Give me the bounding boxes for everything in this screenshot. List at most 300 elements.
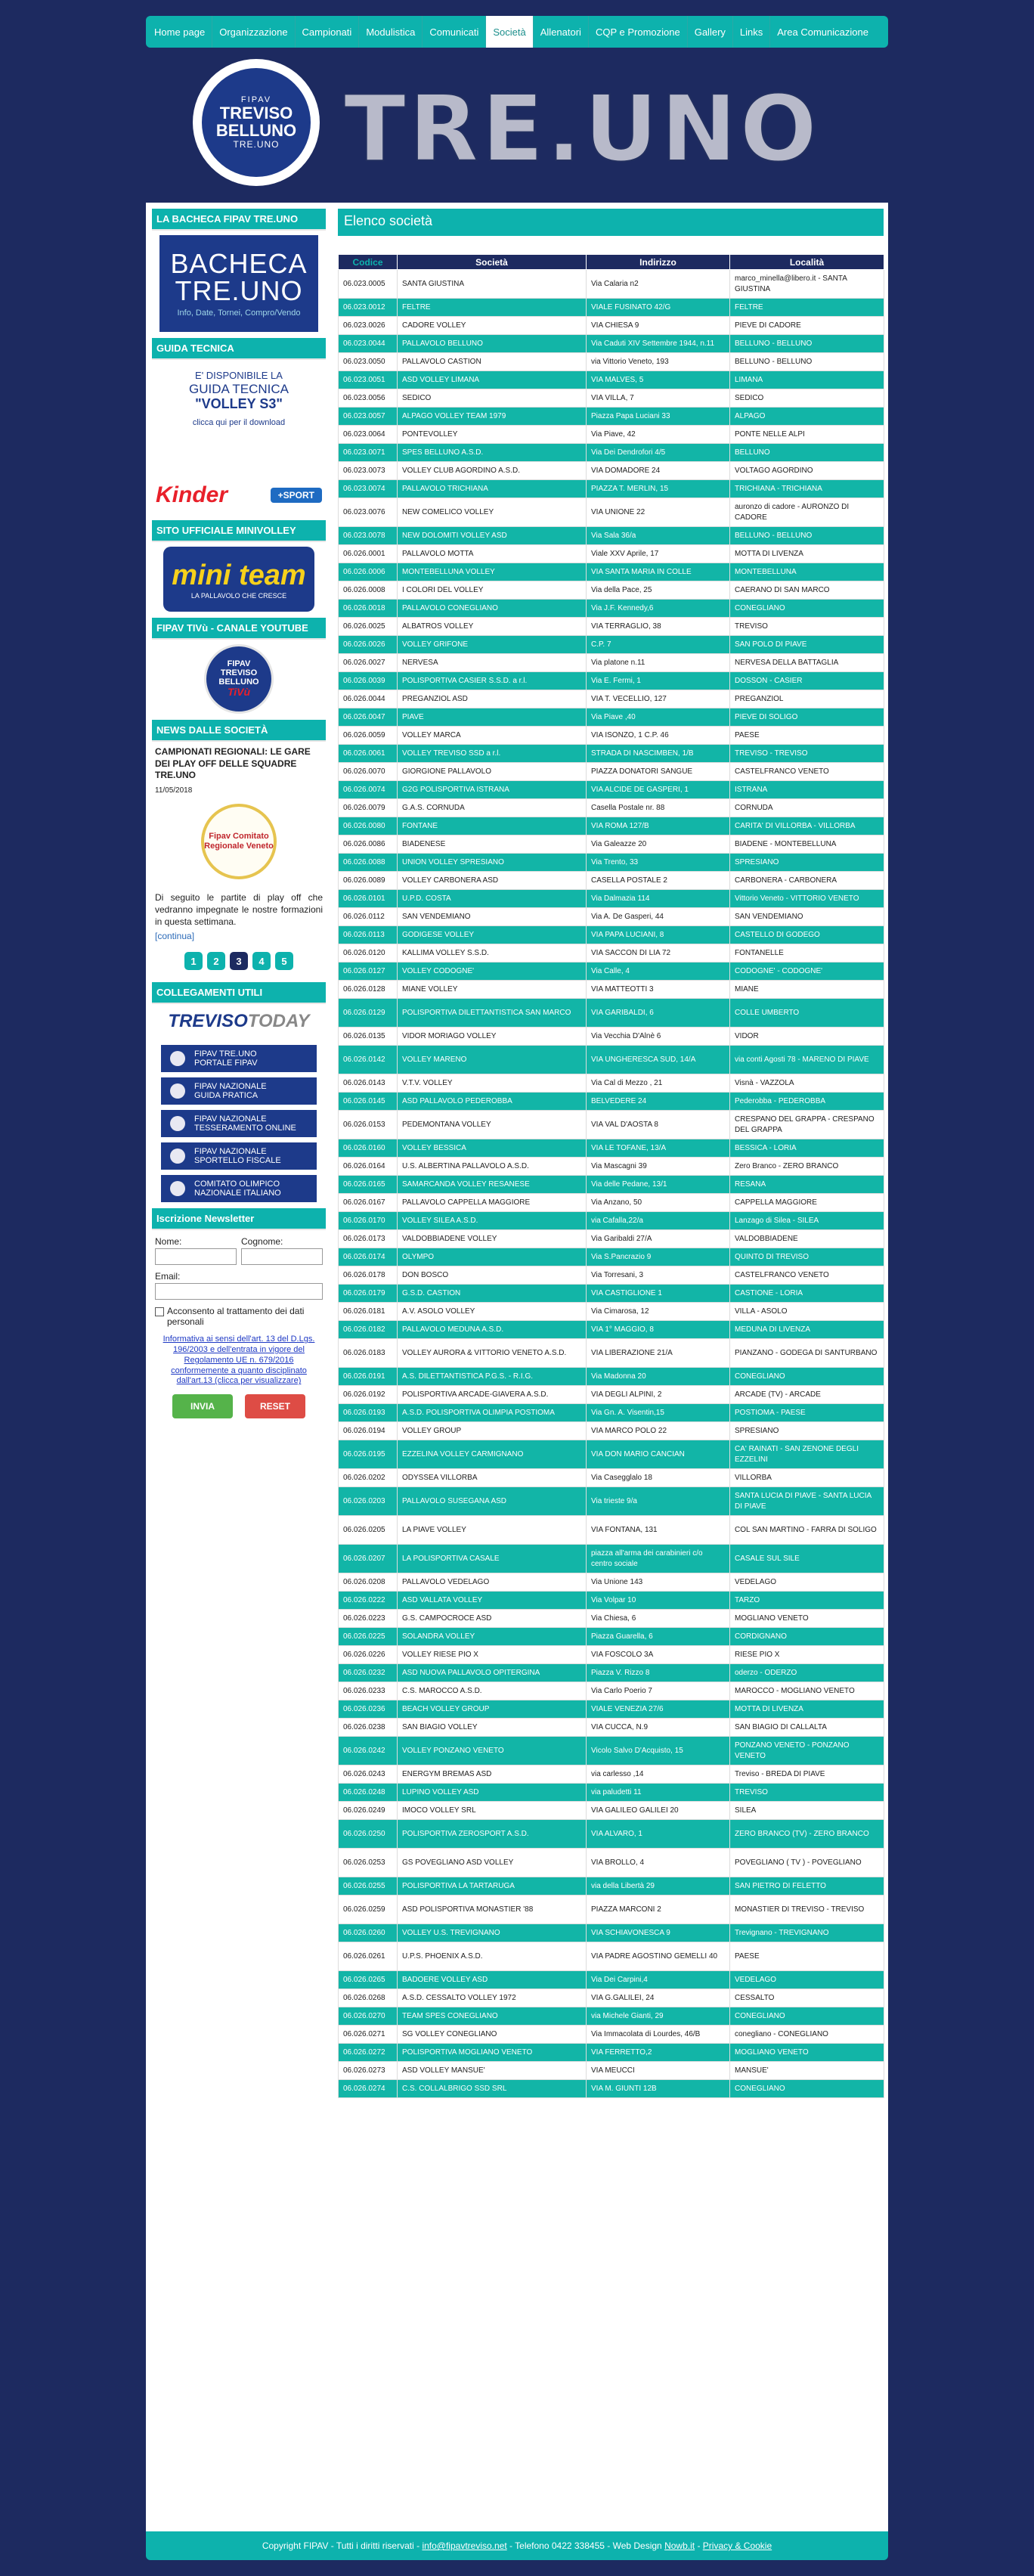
guida-banner[interactable] [156,364,322,470]
table-row [339,1516,884,1545]
cell-society: PALLAVOLO MEDUNA A.S.D. [398,1321,587,1339]
nav-item[interactable]: Organizzazione [212,16,295,48]
table-row [339,371,884,389]
cell-locality: MOGLIANO VENETO [730,2044,884,2062]
news-title[interactable]: CAMPIONATI REGIONALI: LE GARE DEI PLAY OFF DELLE SQUADRE TRE.UNO [155,746,311,781]
cell-locality: VILLORBA [730,1469,884,1487]
cell-address: Via Chiesa, 6 [587,1610,730,1628]
table-row [339,426,884,444]
table-row [339,1046,884,1074]
cell-address: Via Trento, 33 [587,854,730,872]
cell-society: C.S. MAROCCO A.S.D. [398,1682,587,1700]
cell-code: 06.023.0012 [339,299,398,317]
cell-locality: DOSSON - CASIER [730,672,884,690]
newsletter-heading: Iscrizione Newsletter [152,1208,326,1230]
cell-locality: CORNUDA [730,799,884,817]
tv-line2: TREVISO [220,668,258,678]
table-row [339,1339,884,1368]
cell-code: 06.026.0129 [339,999,398,1028]
cell-society: SOLANDRA VOLLEY [398,1628,587,1646]
cell-address: VIA MALVES, 5 [587,371,730,389]
table-row [339,335,884,353]
table-row [339,581,884,600]
table-row [339,1266,884,1285]
table-row [339,1737,884,1765]
submit-button[interactable]: INVIA [172,1394,233,1418]
table-row [339,1368,884,1386]
cell-address: Via Dei Dendrofori 4/5 [587,444,730,462]
cell-society: A.S.D. CESSALTO VOLLEY 1972 [398,1989,587,2007]
table-row [339,1924,884,1942]
nav-item[interactable]: Comunicati [423,16,486,48]
cell-society: BIADENESE [398,835,587,854]
cell-society: POLISPORTIVA ARCADE-GIAVERA A.S.D. [398,1386,587,1404]
cell-code: 06.026.0145 [339,1093,398,1111]
cell-society: ASD NUOVA PALLAVOLO OPITERGINA [398,1664,587,1682]
cell-address: Via Gn. A. Visentin,15 [587,1404,730,1422]
cell-society: VOLLEY RIESE PIO X [398,1646,587,1664]
cell-code: 06.026.0205 [339,1516,398,1545]
nav-item[interactable]: Home page [147,16,212,48]
table-row [339,1422,884,1440]
cell-code: 06.026.0178 [339,1266,398,1285]
cell-locality: CONEGLIANO [730,600,884,618]
cell-address: Via Vecchia D'Alnè 6 [587,1028,730,1046]
cell-code: 06.026.0203 [339,1487,398,1516]
societies-table [338,254,884,2098]
cell-address: VIA M. GIUNTI 12B [587,2080,730,2098]
kinder-sport-banner[interactable] [156,476,322,514]
tt-line1: TREVISO [168,1011,248,1032]
cell-society: SAN BIAGIO VOLLEY [398,1719,587,1737]
cell-society: ASD POLISPORTIVA MONASTIER '88 [398,1896,587,1924]
table-row [339,1820,884,1849]
useful-link-button[interactable]: FIPAV NAZIONALE GUIDA PRATICA [161,1077,317,1105]
cell-locality: COL SAN MARTINO - FARRA DI SOLIGO [730,1516,884,1545]
cell-locality: ALPAGO [730,408,884,426]
table-row [339,2062,884,2080]
cell-locality: Vittorio Veneto - VITTORIO VENETO [730,890,884,908]
cell-address: VIA MEUCCI [587,2062,730,2080]
cell-society: PALLAVOLO TRICHIANA [398,480,587,498]
page-button[interactable]: 1 [184,952,203,970]
table-row [339,1700,884,1719]
logo-line4: TRE.UNO [233,138,280,150]
cell-society: I COLORI DEL VOLLEY [398,581,587,600]
tv-line4: TiVù [227,686,251,699]
cell-code: 06.026.0174 [339,1248,398,1266]
nav-item[interactable]: Area Comunicazione [777,26,868,38]
footer-design-link[interactable]: Nowb.it [664,2540,695,2551]
cell-locality: CASALE SUL SILE [730,1545,884,1573]
cell-address: Via Carlo Poerio 7 [587,1682,730,1700]
table-row [339,1404,884,1422]
table-row [339,781,884,799]
table-row [339,636,884,654]
cell-code: 06.026.0044 [339,690,398,708]
cell-society: POLISPORTIVA ZEROSPORT A.S.D. [398,1820,587,1849]
cell-address: VIA SACCON DI LIA 72 [587,944,730,963]
table-row [339,1942,884,1971]
column-header: Società [398,255,587,270]
page-button[interactable]: 3 [230,952,248,970]
cell-code: 06.026.0112 [339,908,398,926]
cell-code: 06.026.0270 [339,2007,398,2026]
table-row [339,1784,884,1802]
cell-code: 06.026.0182 [339,1321,398,1339]
cell-code: 06.026.0120 [339,944,398,963]
useful-link-button[interactable]: FIPAV TRE.UNO PORTALE FIPAV [161,1045,317,1072]
cell-address: VIA MARCO POLO 22 [587,1422,730,1440]
table-row [339,2080,884,2098]
cell-locality: CAERANO DI SAN MARCO [730,581,884,600]
table-row [339,1989,884,2007]
cell-code: 06.026.0272 [339,2044,398,2062]
table-row [339,1111,884,1139]
cell-locality: SILEA [730,1802,884,1820]
cell-locality: CARITA' DI VILLORBA - VILLORBA [730,817,884,835]
cell-address: Via Madonna 20 [587,1368,730,1386]
news-read-more-link[interactable]: [continua] [155,931,195,942]
page-button[interactable]: 4 [252,952,271,970]
table-row [339,1682,884,1700]
cell-code: 06.026.0070 [339,763,398,781]
table-row [339,835,884,854]
cell-locality: marco_minella@libero.it - SANTA GIUSTINA [730,270,884,299]
cell-society: VIDOR MORIAGO VOLLEY [398,1028,587,1046]
email-input[interactable] [155,1283,323,1300]
cell-code: 06.026.0170 [339,1212,398,1230]
cell-society: ASD PALLAVOLO PEDEROBBA [398,1093,587,1111]
cell-address: via paludetti 11 [587,1784,730,1802]
cell-society: PALLAVOLO SUSEGANA ASD [398,1487,587,1516]
tv-line1: FIPAV [227,659,251,669]
cell-locality: SAN VENDEMIANO [730,908,884,926]
cell-code: 06.026.0183 [339,1339,398,1368]
cell-society: PONTEVOLLEY [398,426,587,444]
cell-locality: POSTIOMA - PAESE [730,1404,884,1422]
cell-locality: BELLUNO - BELLUNO [730,353,884,371]
cell-code: 06.026.0222 [339,1592,398,1610]
table-row [339,672,884,690]
table-row [339,1440,884,1469]
header-banner [146,54,888,198]
cell-locality: CESSALTO [730,1989,884,2007]
cell-locality: oderzo - ODERZO [730,1664,884,1682]
page-button[interactable]: 2 [207,952,225,970]
useful-link-button[interactable]: FIPAV NAZIONALE SPORTELLO FISCALE [161,1142,317,1170]
table-row [339,353,884,371]
cell-code: 06.026.0113 [339,926,398,944]
cell-address: Via A. De Gasperi, 44 [587,908,730,926]
cell-address: Via delle Pedane, 13/1 [587,1176,730,1194]
cell-locality: RESANA [730,1176,884,1194]
page-title: Elenco società [338,209,884,236]
cell-locality: CASTIONE - LORIA [730,1285,884,1303]
cell-locality: VEDELAGO [730,1573,884,1592]
cell-society: ENERGYM BREMAS ASD [398,1765,587,1784]
nome-input[interactable] [155,1248,237,1265]
footer-email-link[interactable]: info@fipavtreviso.net [422,2540,507,2551]
table-row [339,389,884,408]
cell-society: POLISPORTIVA DILETTANTISTICA SAN MARCO [398,999,587,1028]
cell-locality: Treviso - BREDA DI PIAVE [730,1765,884,1784]
cell-locality: ARCADE (TV) - ARCADE [730,1386,884,1404]
cell-society: LUPINO VOLLEY ASD [398,1784,587,1802]
cell-code: 06.026.0181 [339,1303,398,1321]
cell-society: PREGANZIOL ASD [398,690,587,708]
nav-item[interactable]: Gallery [688,16,733,48]
cell-address: Via S.Pancrazio 9 [587,1248,730,1266]
cell-address: via Vittorio Veneto, 193 [587,353,730,371]
cell-locality: FONTANELLE [730,944,884,963]
cell-society: VOLLEY MARCA [398,727,587,745]
table-row [339,527,884,545]
fipav-logo-inner [202,68,311,177]
kinder-sport-tag: +SPORT [271,488,322,503]
cell-locality: Pederobba - PEDEROBBA [730,1093,884,1111]
cell-locality: SAN BIAGIO DI CALLALTA [730,1719,884,1737]
cell-address: Via Casegglalo 18 [587,1469,730,1487]
cell-locality: BESSICA - LORIA [730,1139,884,1158]
cell-society: VOLLEY AURORA & VITTORIO VENETO A.S.D. [398,1339,587,1368]
cell-locality: PIANZANO - GODEGA DI SANTURBANO [730,1339,884,1368]
fipav-tivu-logo[interactable] [204,644,274,714]
cell-code: 06.026.0135 [339,1028,398,1046]
cognome-label: Cognome: [241,1236,283,1248]
cell-society: PIAVE [398,708,587,727]
cell-locality: SPRESIANO [730,1422,884,1440]
nav-item[interactable]: Società [486,16,533,48]
table-row [339,545,884,563]
cell-code: 06.023.0071 [339,444,398,462]
cell-code: 06.026.0238 [339,1719,398,1737]
cell-society: G.S.D. CASTION [398,1285,587,1303]
cell-address: VIA ISONZO, 1 C.P. 46 [587,727,730,745]
logo-line2: TREVISO [219,104,293,123]
cell-locality: VILLA - ASOLO [730,1303,884,1321]
cell-address: Via Cal di Mezzo , 21 [587,1074,730,1093]
cell-address: VIA CHIESA 9 [587,317,730,335]
cell-society: ODYSSEA VILLORBA [398,1469,587,1487]
cell-society: PALLAVOLO CAPPELLA MAGGIORE [398,1194,587,1212]
cell-address: VIA PAPA LUCIANI, 8 [587,926,730,944]
cell-locality: SAN POLO DI PIAVE [730,636,884,654]
cell-code: 06.026.0153 [339,1111,398,1139]
table-row [339,1487,884,1516]
cell-society: NERVESA [398,654,587,672]
nome-label: Nome: [155,1236,182,1248]
cell-code: 06.026.0026 [339,636,398,654]
cell-address: via carlesso ,14 [587,1765,730,1784]
cell-code: 06.026.0127 [339,963,398,981]
footer-phone: - Telefono 0422 338455 - Web Design [509,2540,662,2551]
cell-society: DON BOSCO [398,1266,587,1285]
page-button[interactable]: 5 [275,952,293,970]
cell-address: Viale XXV Aprile, 17 [587,545,730,563]
table-row [339,1139,884,1158]
cell-locality: CAPPELLA MAGGIORE [730,1194,884,1212]
cell-society: A.S. DILETTANTISTICA P.G.S. - R.I.G. [398,1368,587,1386]
cell-address: VIA VILLA, 7 [587,389,730,408]
nav-item[interactable]: Links [733,16,770,48]
cell-address: VIA ALCIDE DE GASPERI, 1 [587,781,730,799]
minivolley-banner[interactable] [163,547,314,612]
cell-locality: ZERO BRANCO (TV) - ZERO BRANCO [730,1820,884,1849]
table-row [339,563,884,581]
cell-code: 06.026.0008 [339,581,398,600]
cell-society: PALLAVOLO VEDELAGO [398,1573,587,1592]
cell-code: 06.026.0259 [339,1896,398,1924]
news-heading: NEWS DALLE SOCIETÀ [152,720,326,742]
cell-address: Via Sala 36/a [587,527,730,545]
cell-address: VIA FONTANA, 131 [587,1516,730,1545]
cell-society: VOLLEY PONZANO VENETO [398,1737,587,1765]
table-row [339,1610,884,1628]
fipav-logo[interactable] [193,59,320,186]
cell-society: VOLLEY BESSICA [398,1139,587,1158]
youtube-heading: FIPAV TIVù - CANALE YOUTUBE [152,618,326,640]
cell-address: Via Immacolata di Lourdes, 46/B [587,2026,730,2044]
cell-society: BEACH VOLLEY GROUP [398,1700,587,1719]
cell-address: Via Unione 143 [587,1573,730,1592]
reset-button[interactable]: RESET [245,1394,305,1418]
cell-society: U.S. ALBERTINA PALLAVOLO A.S.D. [398,1158,587,1176]
cell-society: POLISPORTIVA LA TARTARUGA [398,1877,587,1896]
cell-locality: Zero Branco - ZERO BRANCO [730,1158,884,1176]
cell-locality: MANSUE' [730,2062,884,2080]
cell-code: 06.023.0073 [339,462,398,480]
cell-address: Via trieste 9/a [587,1487,730,1516]
cell-address: Via della Pace, 25 [587,581,730,600]
cell-address: Via Anzano, 50 [587,1194,730,1212]
cell-society: NEW COMELICO VOLLEY [398,498,587,527]
cell-address: VIA DON MARIO CANCIAN [587,1440,730,1469]
table-row [339,1765,884,1784]
cell-locality: CASTELLO DI GODEGO [730,926,884,944]
consent-checkbox[interactable] [155,1307,164,1316]
nav-item[interactable]: Modulistica [359,16,423,48]
nav-item[interactable]: Allenatori [534,16,589,48]
tt-line2: TODAY [247,1011,310,1032]
table-row [339,708,884,727]
news-text: Di seguito le partite di play off che vedranno impegnate le nostre formazioni in questa settimana. [155,891,323,928]
cell-locality: PAESE [730,727,884,745]
cell-society: ASD VALLATA VOLLEY [398,1592,587,1610]
useful-link-button[interactable]: FIPAV NAZIONALE TESSERAMENTO ONLINE [161,1110,317,1137]
nav-item[interactable]: Campionati [296,16,360,48]
cell-society: VALDOBBIADENE VOLLEY [398,1230,587,1248]
cell-society: SPES BELLUNO A.S.D. [398,444,587,462]
tv-line3: BELLUNO [218,677,259,687]
useful-link-button[interactable]: COMITATO OLIMPICO NAZIONALE ITALIANO [161,1175,317,1202]
cell-society: SAN VENDEMIANO [398,908,587,926]
bacheca-banner[interactable] [159,235,318,332]
banner-title: TRE.UNO [344,77,820,182]
cell-code: 06.023.0057 [339,408,398,426]
cell-code: 06.026.0164 [339,1158,398,1176]
cell-locality: SANTA LUCIA DI PIAVE - SANTA LUCIA DI PIAVE [730,1487,884,1516]
cell-locality: RIESE PIO X [730,1646,884,1664]
cell-locality: MIANE [730,981,884,999]
cell-address: Via Cimarosa, 12 [587,1303,730,1321]
table-row [339,1212,884,1230]
cell-locality: via conti Agosti 78 - MARENO DI PIAVE [730,1046,884,1074]
nav-item[interactable]: CQP e Promozione [589,16,688,48]
cell-society: SG VOLLEY CONEGLIANO [398,2026,587,2044]
table-row [339,444,884,462]
links-heading: COLLEGAMENTI UTILI [152,982,326,1004]
cell-locality: CORDIGNANO [730,1628,884,1646]
cell-locality: MONTEBELLUNA [730,563,884,581]
table-row [339,727,884,745]
cell-society: PALLAVOLO CASTION [398,353,587,371]
cell-address: VIA UNIONE 22 [587,498,730,527]
cell-address: CASELLA POSTALE 2 [587,872,730,890]
cell-address: STRADA DI NASCIMBEN, 1/B [587,745,730,763]
cell-locality: MONASTIER DI TREVISO - TREVISO [730,1896,884,1924]
guida-line1: E' DISPONIBILE LA [195,370,283,381]
cell-code: 06.026.0271 [339,2026,398,2044]
cell-address: VIA GARIBALDI, 6 [587,999,730,1028]
table-row [339,1664,884,1682]
table-row [339,1573,884,1592]
cell-society: VOLLEY SILEA A.S.D. [398,1212,587,1230]
table-row [339,1248,884,1266]
cell-locality: VOLTAGO AGORDINO [730,462,884,480]
bacheca-line1: BACHECA [170,247,308,279]
cell-address: via Cafalla,22/a [587,1212,730,1230]
cell-locality: CRESPANO DEL GRAPPA - CRESPANO DEL GRAPPA [730,1111,884,1139]
cell-code: 06.023.0078 [339,527,398,545]
cell-code: 06.026.0273 [339,2062,398,2080]
cell-address: VIA ROMA 127/B [587,817,730,835]
cell-locality: MOTTA DI LIVENZA [730,1700,884,1719]
cell-society: U.P.S. PHOENIX A.S.D. [398,1942,587,1971]
cell-code: 06.026.0061 [339,745,398,763]
cell-address: BELVEDERE 24 [587,1093,730,1111]
treviso-today-link[interactable] [161,1009,317,1034]
cell-society: EZZELINA VOLLEY CARMIGNANO [398,1440,587,1469]
cognome-input[interactable] [241,1248,323,1265]
cell-code: 06.026.0250 [339,1820,398,1849]
cell-code: 06.026.0018 [339,600,398,618]
privacy-info-link[interactable]: Informativa ai sensi dell'art. 13 del D.Lgs. 196/2003 e dell'entrata in vigore del Regolamento UE n. 679/2016 conformemente a quanto disciplinato dall'art.13 (clicca per visualizzare) [163,1334,315,1386]
table-row [339,270,884,299]
cell-code: 06.026.0039 [339,672,398,690]
cell-code: 06.023.0074 [339,480,398,498]
consent-label: Acconsento al trattamento dei dati personali [167,1306,305,1328]
table-row [339,2007,884,2026]
table-row [339,408,884,426]
cell-code: 06.026.0142 [339,1046,398,1074]
cell-locality: ISTRANA [730,781,884,799]
footer-privacy-link[interactable]: Privacy & Cookie [702,2540,772,2551]
cell-society: G.S. CAMPOCROCE ASD [398,1610,587,1628]
cell-society: C.S. COLLALBRIGO SSD SRL [398,2080,587,2098]
cell-society: MONTEBELLUNA VOLLEY [398,563,587,581]
cell-address: VIA DOMADORE 24 [587,462,730,480]
column-header: Località [730,255,884,270]
newsletter-form [152,1235,326,1420]
cell-address: VIA PADRE AGOSTINO GEMELLI 40 [587,1942,730,1971]
footer-copyright: Copyright FIPAV - Tutti i diritti riservati - [262,2540,420,2551]
cell-code: 06.023.0044 [339,335,398,353]
cell-locality: BELLUNO - BELLUNO [730,527,884,545]
cell-locality: conegliano - CONEGLIANO [730,2026,884,2044]
cell-address: Via platone n.11 [587,654,730,672]
cell-code: 06.026.0179 [339,1285,398,1303]
